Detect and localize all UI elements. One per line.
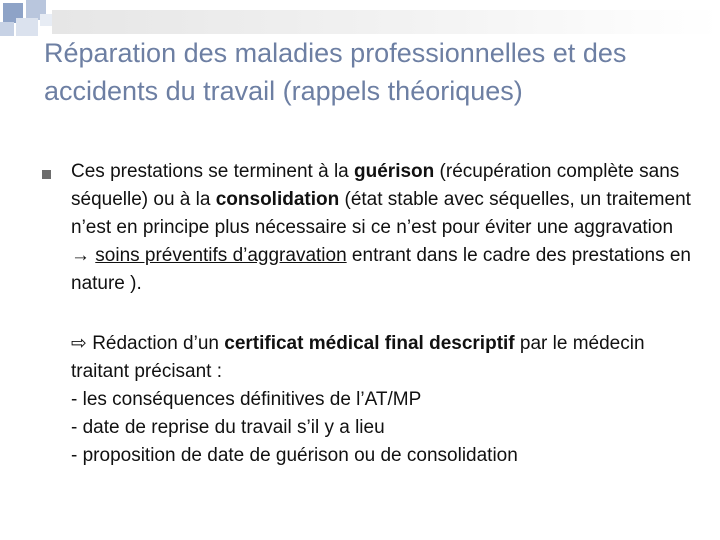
- arrow-right-icon: →: [71, 245, 90, 266]
- decor-square: [16, 18, 38, 36]
- text-run: entrant dans le cadre des prestations en nature ).: [71, 245, 691, 294]
- term-guerison: guérison: [354, 161, 435, 182]
- text-run: Rédaction d’un: [86, 333, 225, 354]
- list-item: - date de reprise du travail s’il y a lieu: [71, 417, 385, 438]
- decor-square: [0, 22, 14, 36]
- top-gradient-bar: [52, 10, 720, 34]
- outline-arrow-icon: ⇨: [71, 333, 87, 354]
- paragraph-final-certificate: [71, 330, 701, 386]
- list-item: - les conséquences définitives de l’AT/MP: [71, 389, 422, 410]
- text-run: Ces prestations se terminent à la: [71, 161, 355, 182]
- text-run: (récupération complète sans séquelle) ou à la: [71, 161, 680, 210]
- slide-body: [71, 158, 701, 470]
- text-run: par le médecin traitant précisant :: [71, 333, 645, 382]
- term-consolidation: consolidation: [215, 189, 340, 210]
- text-run: (état stable avec séquelles, un traitement n’est en principe plus nécessaire si ce n’est pour éviter une aggravation: [71, 189, 691, 238]
- bullet-square-icon: [42, 170, 51, 179]
- term-soins-preventifs: soins préventifs d’aggravation: [95, 245, 347, 266]
- decor-square: [40, 14, 52, 26]
- paragraph-healing-consolidation: [71, 158, 701, 298]
- slide-title: Réparation des maladies professionnelles et des accidents du travail (rappels théoriques): [44, 38, 627, 106]
- list-item: - proposition de date de guérison ou de consolidation: [71, 445, 518, 466]
- term-certificat-medical: certificat médical final descriptif: [224, 333, 515, 354]
